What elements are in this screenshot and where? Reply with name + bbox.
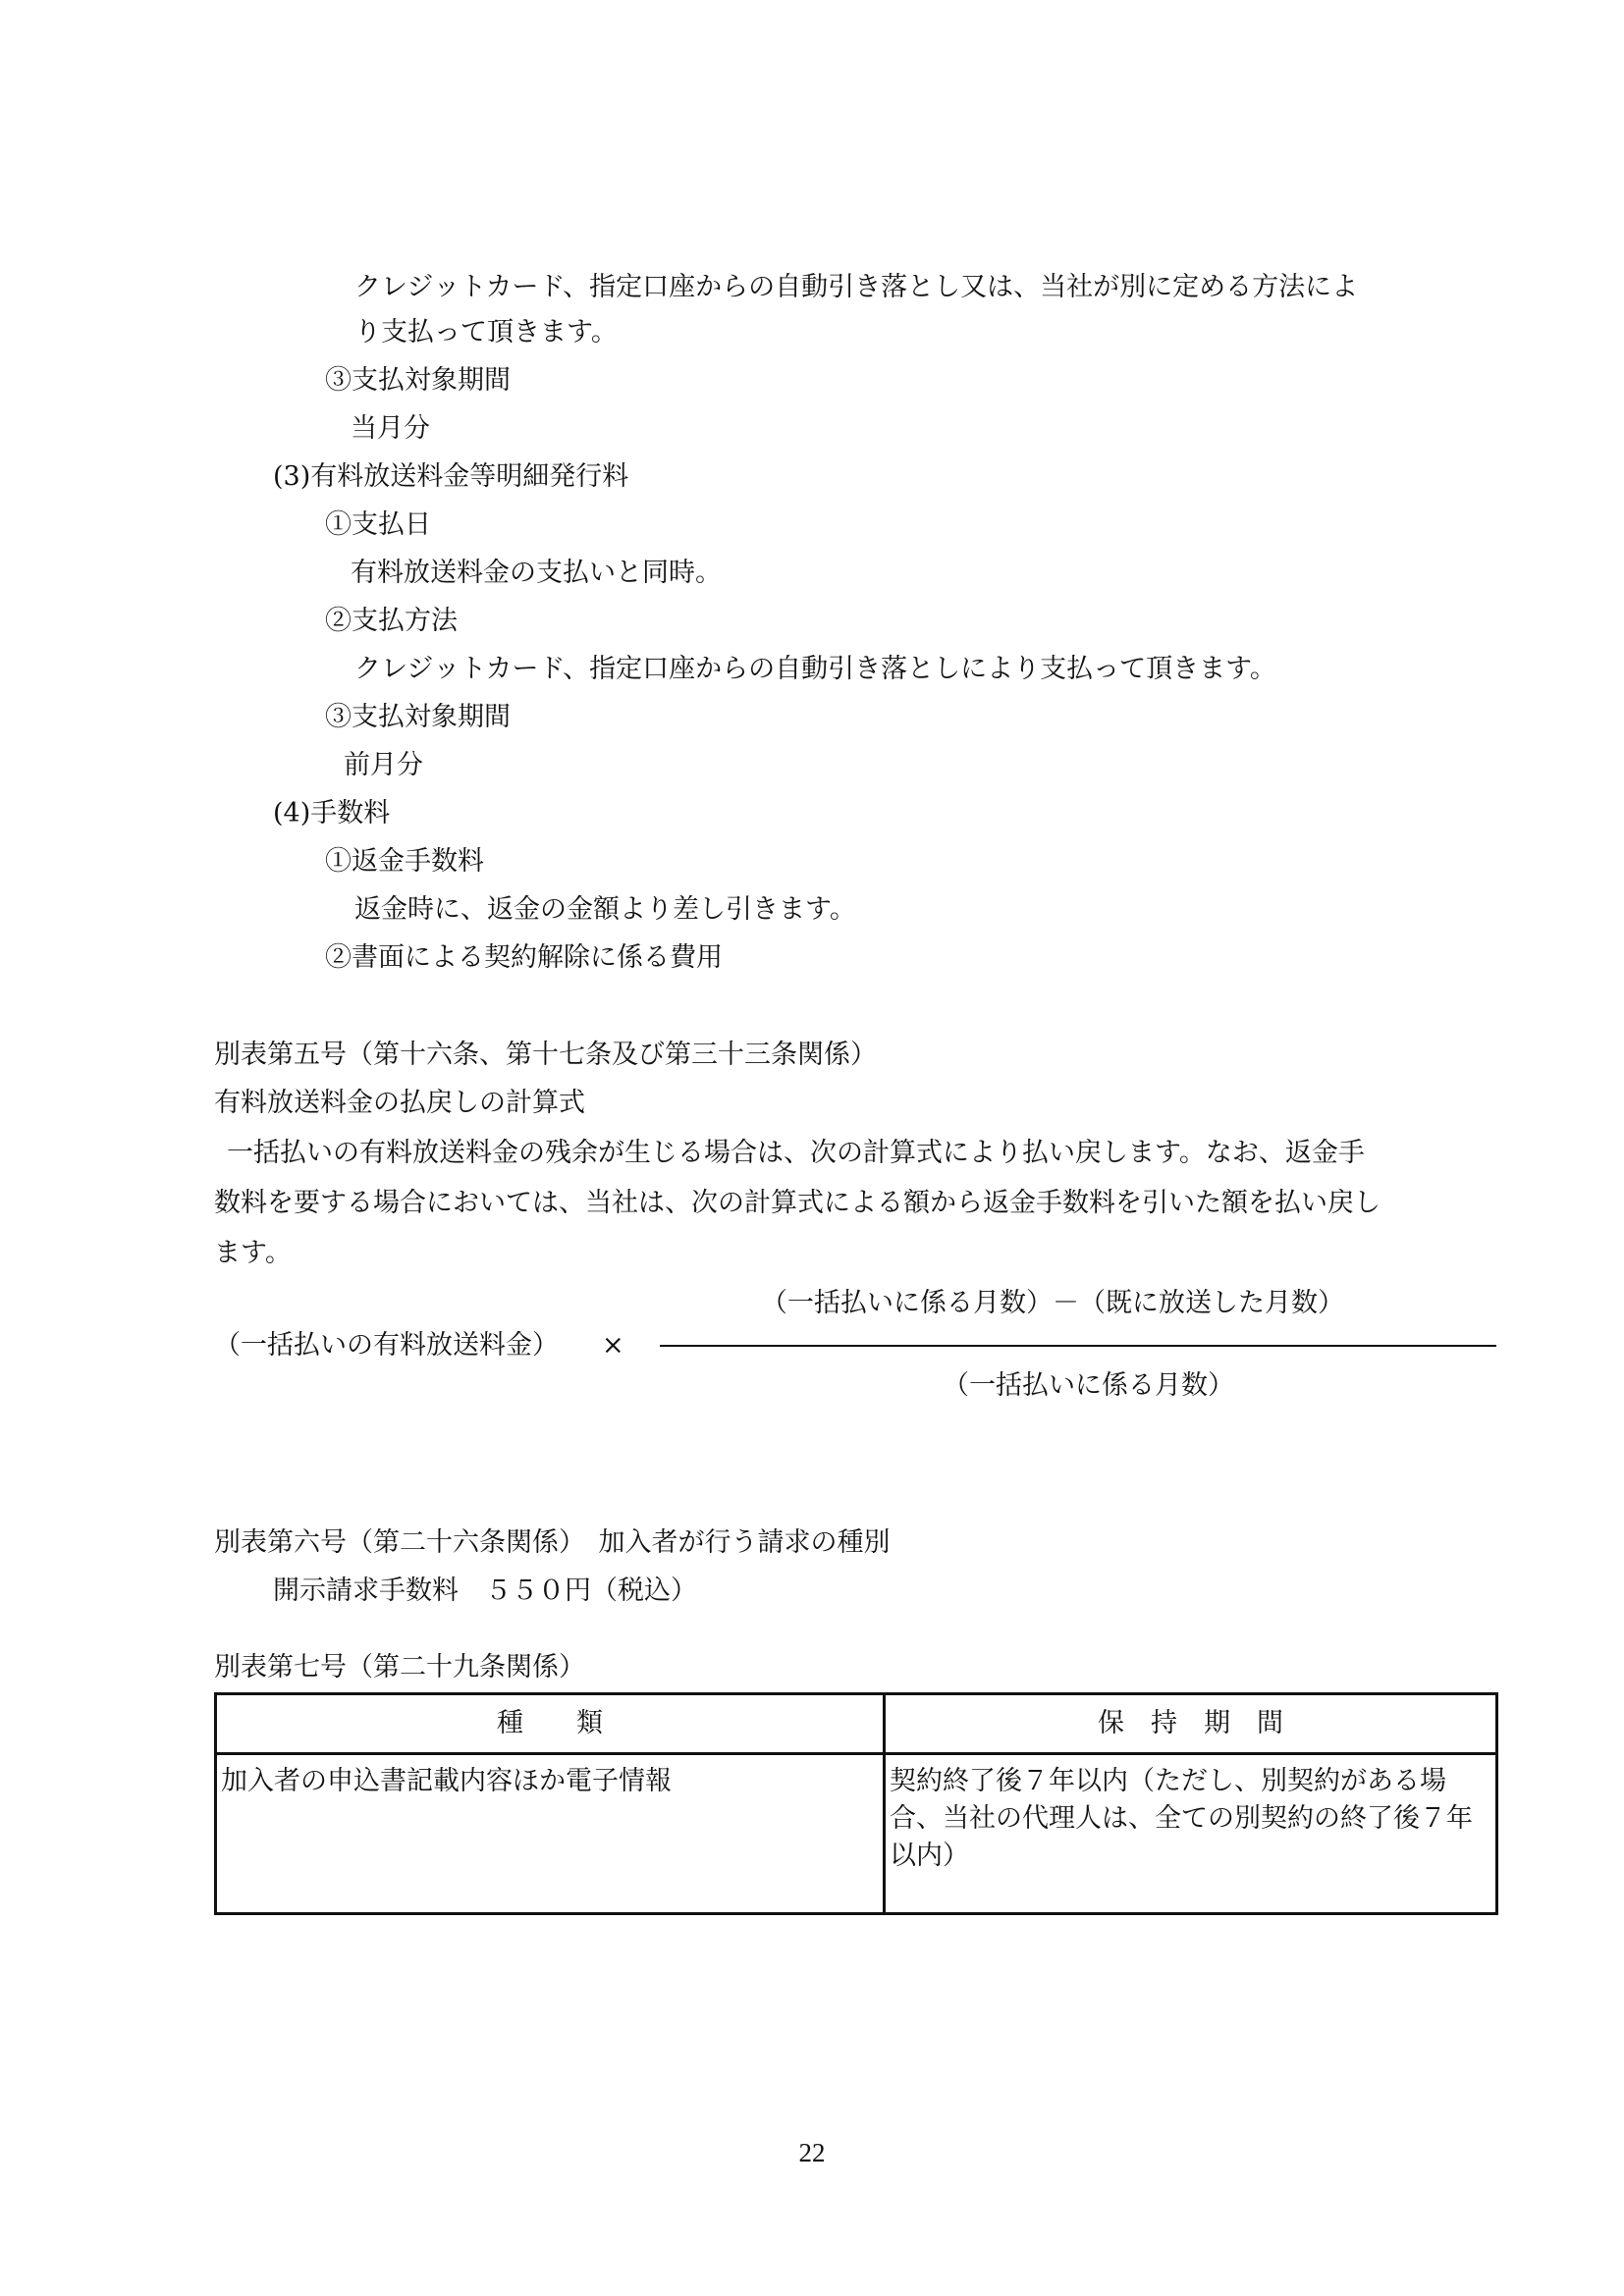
text-line: 有料放送料金の支払いと同時。	[351, 558, 722, 588]
text-line: ③支払対象期間	[325, 365, 511, 396]
text-line: ②書面による契約解除に係る費用	[325, 942, 723, 973]
page-number: 22	[798, 2138, 826, 2167]
table-cell: 加入者の申込書記載内容ほか電子情報	[216, 1754, 885, 1914]
text-line: 当月分	[351, 413, 430, 444]
text-line: クレジットカード、指定口座からの自動引き落とし又は、当社が別に定める方法によ	[354, 272, 1359, 302]
formula-numerator: （一括払いに係る月数）－（既に放送した月数）	[761, 1288, 1344, 1318]
formula-denominator: （一括払いに係る月数）	[943, 1370, 1234, 1401]
column-header-retention-period: 保 持 期 間	[885, 1694, 1497, 1754]
table-header-row	[216, 1694, 1497, 1754]
section-heading: (3)有料放送料金等明細発行料	[273, 461, 629, 492]
appendix-subtitle: 有料放送料金の払戻しの計算式	[214, 1088, 585, 1118]
text-line: り支払って頂きます。	[354, 317, 618, 347]
text-line: ③支払対象期間	[325, 702, 511, 732]
paragraph-line: 数料を要する場合においては、当社は、次の計算式による額から返金手数料を引いた額を払い戻し	[214, 1188, 1380, 1218]
text-line: ①返金手数料	[325, 846, 484, 877]
formula-multiplicand: （一括払いの有料放送料金）	[214, 1330, 559, 1361]
table-row	[216, 1754, 1497, 1914]
appendix-7-heading: 別表第七号（第二十九条関係）	[214, 1652, 585, 1682]
section-heading: (4)手数料	[273, 798, 391, 828]
formula-operator: ×	[602, 1330, 624, 1361]
fraction-bar	[660, 1345, 1496, 1347]
table-cell: 契約終了後７年以内（ただし、別契約がある場合、当社の代理人は、全ての別契約の終了後７年以内）	[885, 1754, 1497, 1914]
column-header-type: 種 類	[216, 1694, 885, 1754]
text-line: 前月分	[344, 750, 423, 780]
appendix-heading: 別表第五号（第十六条、第十七条及び第三十三条関係）	[214, 1040, 877, 1070]
text-line: クレジットカード、指定口座からの自動引き落としにより支払って頂きます。	[354, 654, 1276, 684]
paragraph-line: 一括払いの有料放送料金の残余が生じる場合は、次の計算式により払い戻します。なお、返金手	[227, 1138, 1365, 1168]
text-line: ②支払方法	[325, 606, 458, 636]
appendix-6-heading: 別表第六号（第二十六条関係） 加入者が行う請求の種別	[214, 1527, 891, 1558]
appendix-6-item: 開示請求手数料 ５５０円（税込）	[273, 1575, 697, 1606]
retention-table	[214, 1692, 1498, 1915]
text-line: 返金時に、返金の金額より差し引きます。	[354, 894, 856, 925]
paragraph-line: ます。	[214, 1238, 292, 1268]
text-line: ①支払日	[325, 509, 431, 540]
